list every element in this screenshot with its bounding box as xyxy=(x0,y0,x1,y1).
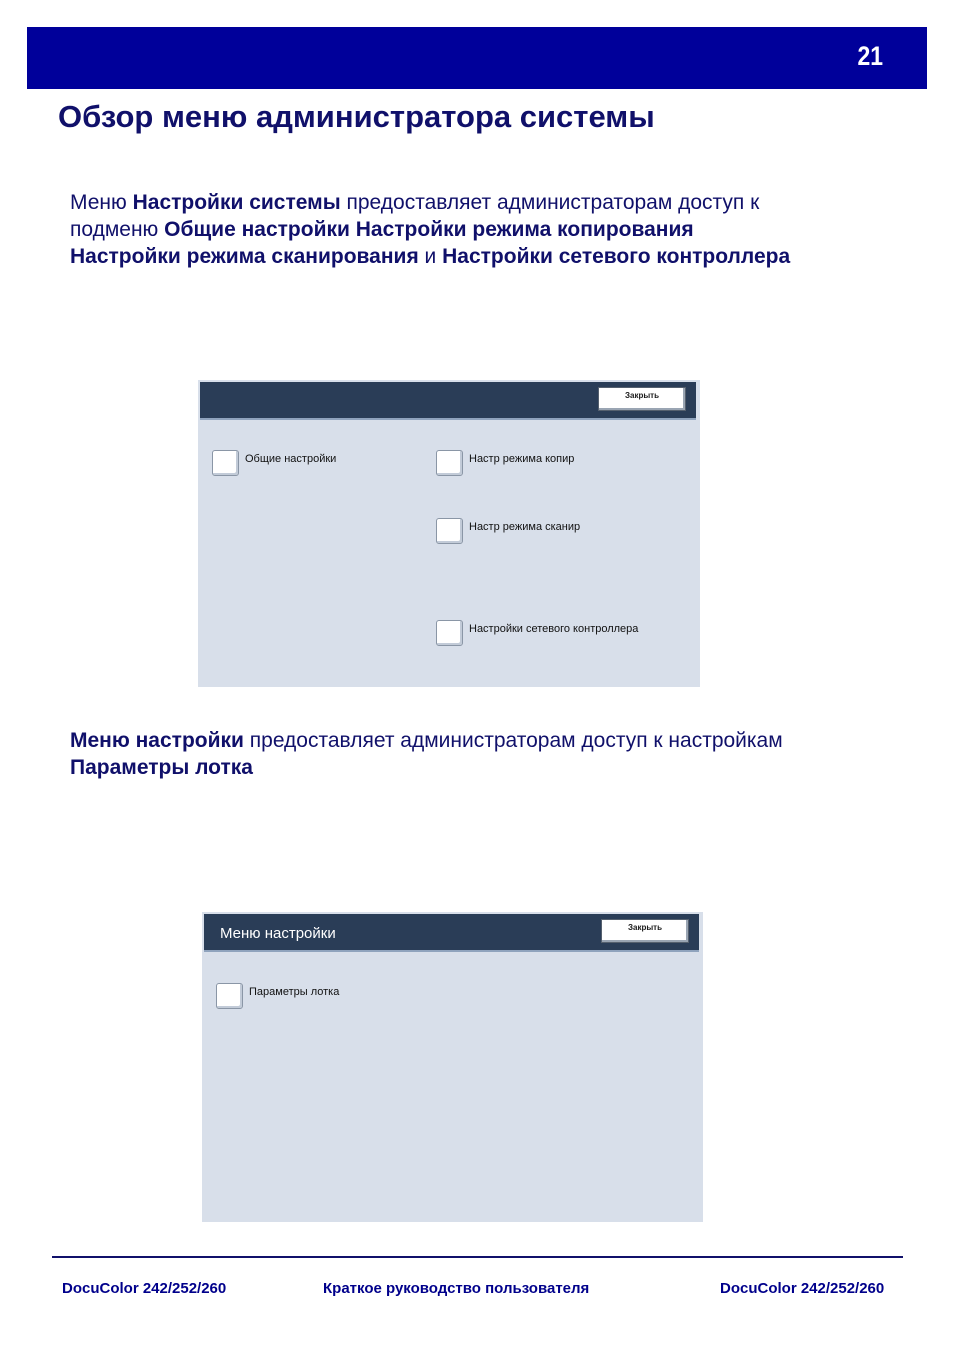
setup-menu-paragraph xyxy=(70,727,810,781)
option-button[interactable] xyxy=(436,620,463,646)
footer-product-right: DocuColor 242/252/260 xyxy=(720,1280,885,1297)
screen-title: Меню настройки xyxy=(220,925,336,942)
option-label: Настр режима копир xyxy=(469,453,575,465)
option-general-settings[interactable] xyxy=(212,450,336,476)
close-button[interactable]: Закрыть xyxy=(601,919,689,943)
text-run: предоставляет администраторам доступ к подменю xyxy=(70,191,760,241)
option-scan-mode-settings[interactable] xyxy=(436,518,580,544)
screen-header xyxy=(204,914,699,952)
option-copy-mode-settings[interactable] xyxy=(436,450,574,476)
option-button[interactable] xyxy=(212,450,239,476)
footer-guide-title: Краткое руководство пользователя xyxy=(323,1280,590,1297)
option-network-controller-settings[interactable] xyxy=(436,620,638,646)
text-run: предоставляет администраторам доступ к настройкам xyxy=(243,729,783,752)
screen-header xyxy=(200,382,696,420)
header-bar xyxy=(27,27,927,89)
text-run: и xyxy=(418,245,443,268)
bold-run: Настройки сетевого контроллера xyxy=(442,245,791,268)
text-run: Меню xyxy=(70,191,133,214)
option-button[interactable] xyxy=(436,518,463,544)
page-title: Обзор меню администратора системы xyxy=(58,99,655,134)
bold-run: Настройки системы xyxy=(132,191,341,214)
intro-paragraph xyxy=(70,189,810,270)
system-settings-screen xyxy=(198,380,700,687)
option-label: Параметры лотка xyxy=(249,986,340,998)
option-label: Общие настройки xyxy=(245,453,337,465)
close-button[interactable]: Закрыть xyxy=(598,387,686,411)
option-label: Настр режима сканир xyxy=(469,521,581,533)
option-label: Настройки сетевого контроллера xyxy=(469,623,639,635)
option-button[interactable] xyxy=(436,450,463,476)
option-button[interactable] xyxy=(216,983,243,1009)
bold-run: Параметры лотка xyxy=(70,756,253,779)
footer-product-left: DocuColor 242/252/260 xyxy=(62,1280,227,1297)
bold-run: Общие настройки Настройки режима копирования Настройки режима сканирования xyxy=(70,218,694,268)
bold-run: Меню настройки xyxy=(70,729,244,752)
option-tray-parameters[interactable] xyxy=(216,983,339,1009)
page-number: 21 xyxy=(857,41,883,71)
footer-divider xyxy=(52,1256,903,1258)
setup-menu-screen xyxy=(202,912,703,1222)
